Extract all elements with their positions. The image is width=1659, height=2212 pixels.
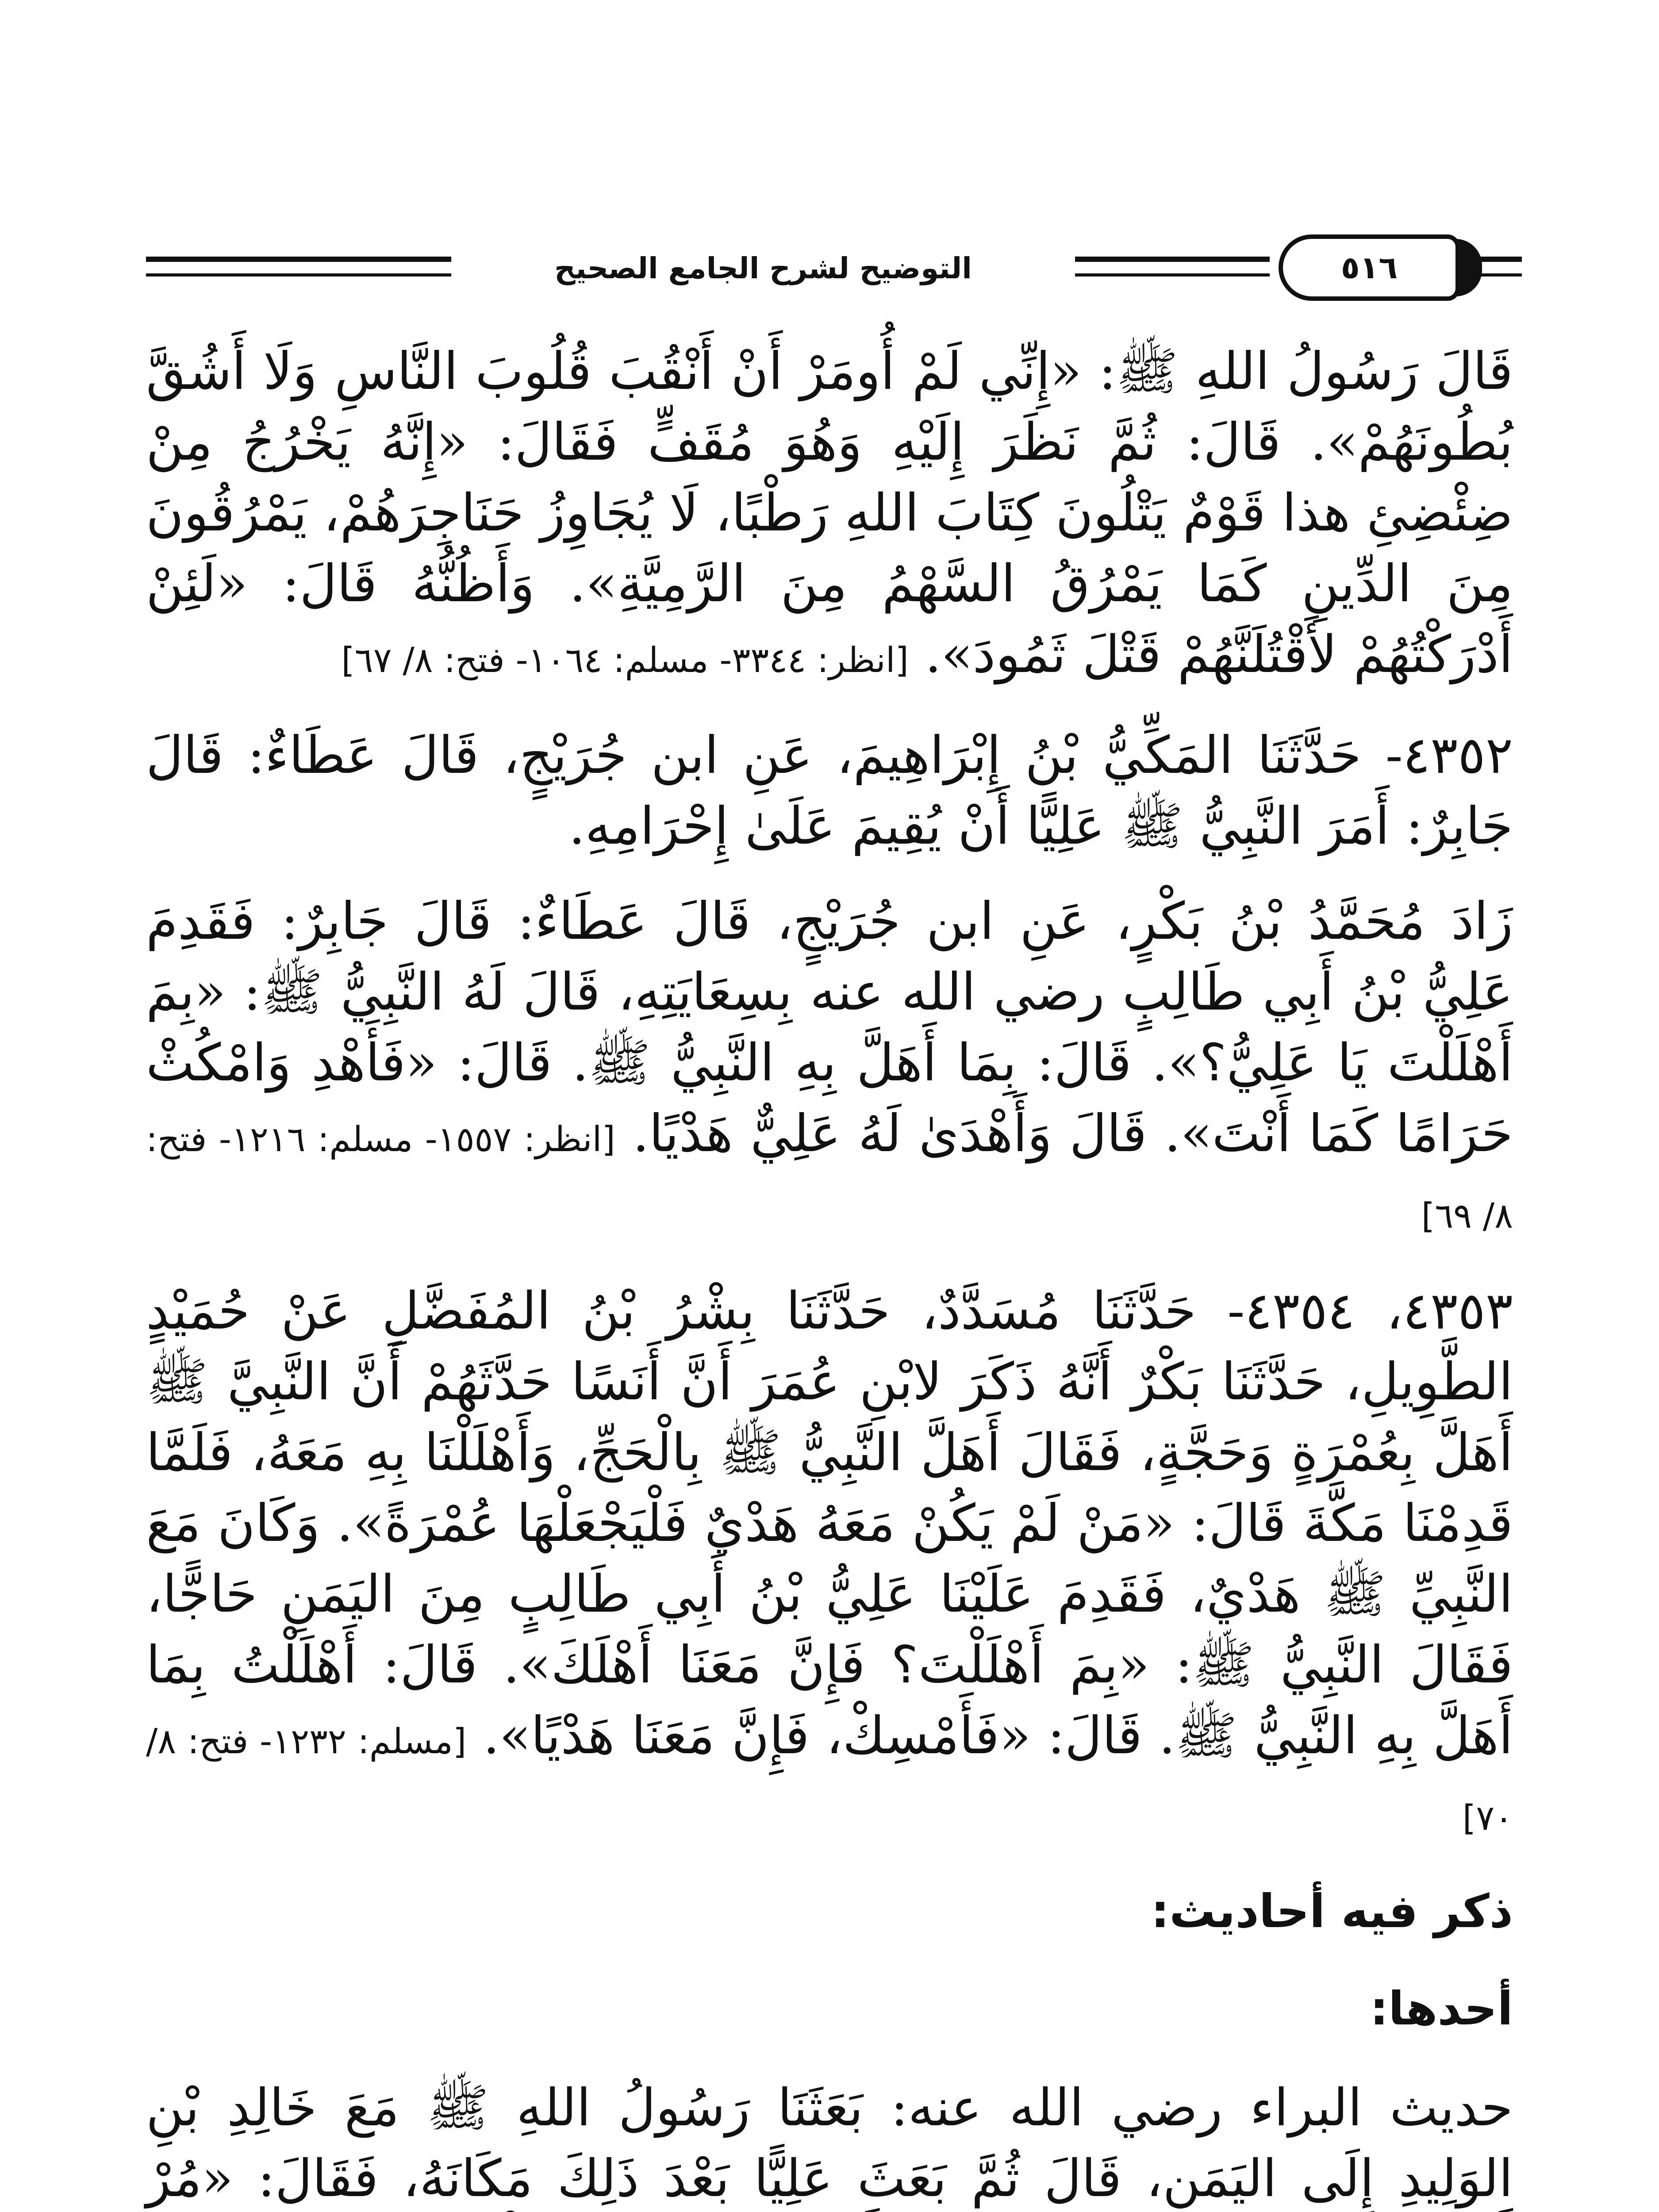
page-number: ٥١٦ [1279,234,1460,301]
section-heading: ذكر فيه أحاديث: [1151,1884,1513,1938]
running-title: التوضيح لشرح الجامع الصحيح [554,251,972,285]
hadith-4352-text: ٤٣٥٢- حَدَّثَنَا المَكِّيُّ بْنُ إِبْرَاهِيمَ، عَنِ ابن جُرَيْجٍ، قَالَ عَطَاءٌ: قَالَ جَابِرٌ: أَمَرَ النَّبِيُّ ﷺ عَلِيًّا أَنْ يُقِيمَ عَلَىٰ إِحْرَامِهِ. [146,726,1513,856]
commentary-paragraph: حديث البراء رضي الله عنه: بَعَثَنَا رَسُولُ اللهِ ﷺ مَعَ خَالِدِ بْنِ الوَلِيدِ إِلَى اليَمَنِ، قَالَ ثُمَّ بَعَثَ عَلِيًّا بَعْدَ ذَلِكَ مَكَانَهُ، فَقَالَ: «مُرْ [146,2078,1513,2208]
header-rule-middle-bottom [1075,273,1270,276]
paragraph-1-reference: [انظر: ٣٣٤٤- مسلم: ١٠٦٤- فتح: ٨/ ٦٧] [341,641,909,680]
header-rule-left-top [146,257,451,262]
hadith-4353-4354 [146,1276,1513,1854]
subsection-heading: أحدها: [1370,1982,1513,2035]
paragraph-addition-text: زَادَ مُحَمَّدُ بْنُ بَكْرٍ، عَنِ ابن جُرَيْجٍ، قَالَ عَطَاءٌ: قَالَ جَابِرٌ: فَقَدِمَ عَلِيُّ بْنُ أَبِي طَالِبٍ رضي الله عنه بِسِعَايَتِهِ، قَالَ لَهُ النَّبِيُّ ﷺ: «بِمَ أَهْلَلْتَ يَا عَلِيُّ؟». قَالَ: بِمَا أَهَلَّ بِهِ النَّبِيُّ ﷺ. قَالَ: «فَأَهْدِ وَامْكُثْ حَرَامًا كَمَا أَنْتَ». قَالَ وَأَهْدَىٰ لَهُ عَلِيٌّ هَدْيًا. [146,891,1513,1164]
hadith-4352 [146,720,1513,862]
paragraph-1-text: قَالَ رَسُولُ اللهِ ﷺ: «إِنِّي لَمْ أُومَرْ أَنْ أَنْقُبَ قُلُوبَ النَّاسِ وَلَا أَشُقَّ بُطُونَهُمْ». قَالَ: ثُمَّ نَظَرَ إِلَيْهِ وَهُوَ مُقَفٍّ فَقَالَ: «إِنَّهُ يَخْرُجُ مِنْ ضِئْضِئِ هذا قَوْمٌ يَتْلُونَ كِتَابَ اللهِ رَطْبًا، لَا يُجَاوِزُ حَنَاجِرَهُمْ، يَمْرُقُونَ مِنَ الدِّينِ كَمَا يَمْرُقُ السَّهْمُ مِنَ الرَّمِيَّةِ». وَأَظُنُّهُ قَالَ: «لَئِنْ أَدْرَكْتُهُمْ لأَقْتُلَنَّهُمْ قَتْلَ ثَمُودَ». [146,342,1513,684]
paragraph-addition [146,886,1513,1252]
header-rule-right-bottom [1478,273,1522,276]
hadith-4353-4354-text: ٤٣٥٣، ٤٣٥٤- حَدَّثَنَا مُسَدَّدٌ، حَدَّثَنَا بِشْرُ بْنُ المُفَضَّلِ عَنْ حُمَيْدٍ الطَّوِيلِ، حَدَّثَنَا بَكْرٌ أَنَّهُ ذَكَرَ لابْنِ عُمَرَ أَنَّ أَنَسًا حَدَّثَهُمْ أَنَّ النَّبِيَّ ﷺ أَهَلَّ بِعُمْرَةٍ وَحَجَّةٍ، فَقَالَ أَهَلَّ النَّبِيُّ ﷺ بِالْحَجِّ، وَأَهْلَلْنَا بِهِ مَعَهُ، فَلَمَّا قَدِمْنَا مَكَّةَ قَالَ: «مَنْ لَمْ يَكُنْ مَعَهُ هَدْيٌ فَلْيَجْعَلْهَا عُمْرَةً». وَكَانَ مَعَ النَّبِيِّ ﷺ هَدْيٌ، فَقَدِمَ عَلَيْنَا عَلِيُّ بْنُ أَبِي طَالِبٍ مِنَ اليَمَنِ حَاجًّا، فَقَالَ النَّبِيُّ ﷺ: «بِمَ أَهْلَلْتَ؟ فَإِنَّ مَعَنَا أَهْلَكَ». قَالَ: أَهْلَلْتُ بِمَا أَهَلَّ بِهِ النَّبِيُّ ﷺ. قَالَ: «فَأَمْسِكْ، فَإِنَّ مَعَنَا هَدْيًا». [146,1281,1513,1766]
paragraph-addition-reference: [انظر: ١٥٥٧- مسلم: ١٢١٦- فتح: ٨/ ٦٩] [146,1120,1513,1236]
header-rule-right-top [1478,257,1522,262]
main-text [146,336,1513,2212]
running-header [0,234,1659,323]
paragraph-1 [146,336,1513,696]
hadith-4353-4354-reference: [مسلم: ١٢٣٢- فتح: ٨/ ٧٠] [146,1722,1513,1838]
header-rule-middle-top [1075,257,1270,262]
header-rule-left-bottom [146,273,451,276]
